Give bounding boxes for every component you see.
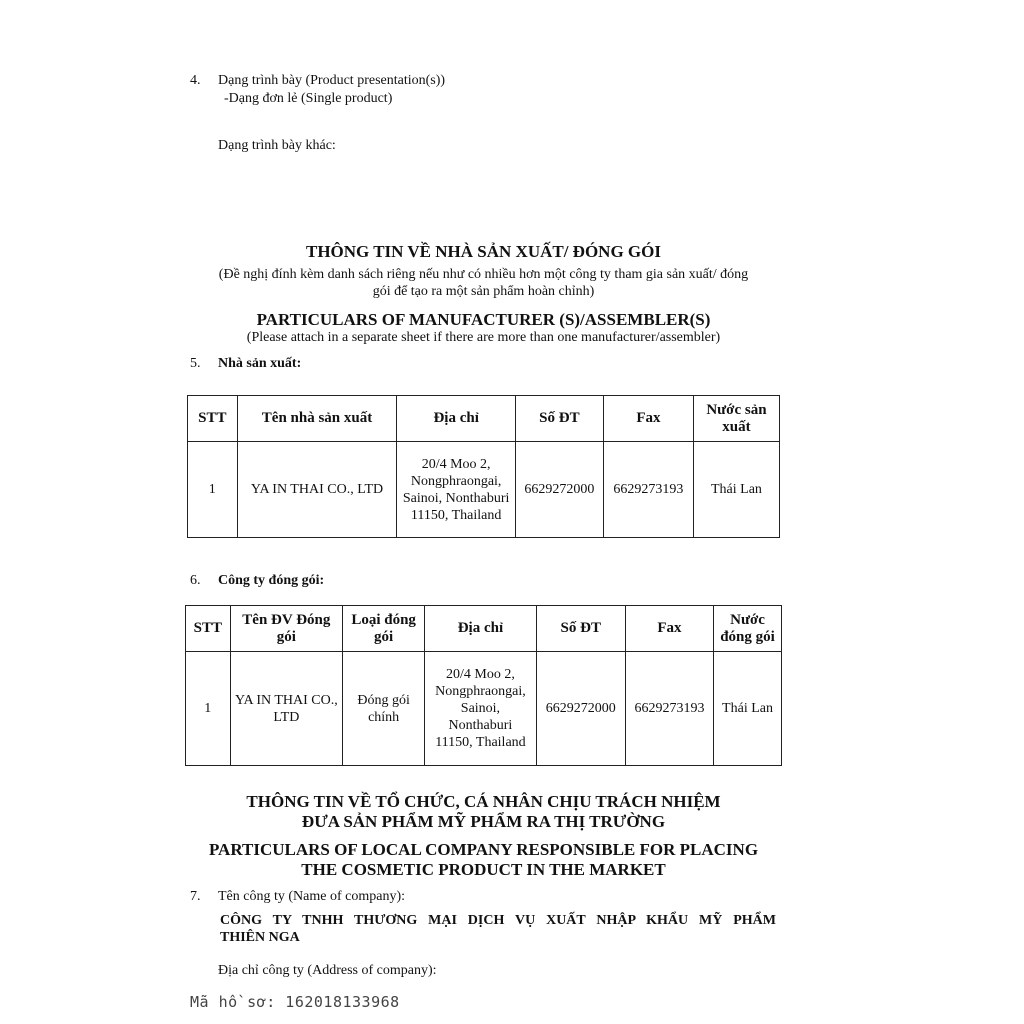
local-title-vi-2: ĐƯA SẢN PHẨM MỸ PHẨM RA THỊ TRƯỜNG <box>301 812 666 831</box>
section5-title: Nhà sản xuất: <box>218 356 302 371</box>
section4-number: 4. <box>190 73 201 88</box>
cell-phone: 6629272000 <box>536 652 625 766</box>
col-packager-name: Tên ĐV Đóng gói <box>230 606 343 652</box>
col-stt: STT <box>186 606 231 652</box>
local-title-vi-1: THÔNG TIN VỀ TỔ CHỨC, CÁ NHÂN CHỊU TRÁCH NHIỆM <box>246 792 721 811</box>
section5-number: 5. <box>190 356 201 371</box>
manufacturer-title-en: PARTICULARS OF MANUFACTURER (S)/ASSEMBLER(S) <box>256 310 711 329</box>
table-row <box>188 442 780 538</box>
col-phone: Số ĐT <box>515 396 603 442</box>
table-row <box>186 652 782 766</box>
col-address: Địa chỉ <box>397 396 515 442</box>
col-country: Nước sản xuất <box>693 396 779 442</box>
section7-address-label: Địa chỉ công ty (Address of company): <box>218 963 437 978</box>
col-fax: Fax <box>603 396 693 442</box>
section6-number: 6. <box>190 573 201 588</box>
section7-number: 7. <box>190 889 201 904</box>
manufacturer-note-vi-1: (Đề nghị đính kèm danh sách riêng nếu như có nhiều hơn một công ty tham gia sản xuất/ đóng <box>218 267 749 282</box>
local-title-en-1: PARTICULARS OF LOCAL COMPANY RESPONSIBLE FOR PLACING <box>208 840 759 859</box>
table-header-row <box>186 606 782 652</box>
manufacturer-note-vi-2: gói để tạo ra một sản phẩm hoàn chỉnh) <box>372 284 595 299</box>
manufacturer-table <box>187 395 780 538</box>
cell-stt: 1 <box>188 442 238 538</box>
cell-stt: 1 <box>186 652 231 766</box>
col-address: Địa chỉ <box>425 606 536 652</box>
col-manufacturer-name: Tên nhà sản xuất <box>237 396 397 442</box>
cell-manufacturer-name: YA IN THAI CO., LTD <box>237 442 397 538</box>
cell-country: Thái Lan <box>693 442 779 538</box>
section7-company-name-2: THIÊN NGA <box>220 930 300 945</box>
cell-country: Thái Lan <box>714 652 782 766</box>
cell-address: 20/4 Moo 2, Nongphraongai, Sainoi, Nonthaburi 11150, Thailand <box>397 442 515 538</box>
cell-fax: 6629273193 <box>625 652 713 766</box>
section4-single-product: -Dạng đơn lẻ (Single product) <box>224 91 393 106</box>
manufacturer-note-en: (Please attach in a separate sheet if there are more than one manufacturer/assembler) <box>246 330 721 345</box>
col-stt: STT <box>188 396 238 442</box>
col-country: Nước đóng gói <box>714 606 782 652</box>
cell-phone: 6629272000 <box>515 442 603 538</box>
table-header-row <box>188 396 780 442</box>
cell-packager-name: YA IN THAI CO., LTD <box>230 652 343 766</box>
file-code: Mã hồ sơ: 162018133968 <box>190 993 400 1011</box>
col-phone: Số ĐT <box>536 606 625 652</box>
col-packaging-type: Loại đóng gói <box>343 606 425 652</box>
col-fax: Fax <box>625 606 713 652</box>
section4-title: Dạng trình bày (Product presentation(s)) <box>218 73 446 88</box>
section4-other-presentation: Dạng trình bày khác: <box>218 138 336 153</box>
local-title-en-2: THE COSMETIC PRODUCT IN THE MARKET <box>301 860 666 879</box>
section6-title: Công ty đóng gói: <box>218 573 325 588</box>
cell-packaging-type: Đóng gói chính <box>343 652 425 766</box>
packager-table <box>185 605 782 766</box>
manufacturer-title-vi: THÔNG TIN VỀ NHÀ SẢN XUẤT/ ĐÓNG GÓI <box>305 242 661 261</box>
cell-fax: 6629273193 <box>603 442 693 538</box>
cell-address: 20/4 Moo 2, Nongphraongai, Sainoi, Nonthaburi 11150, Thailand <box>425 652 536 766</box>
section7-company-name-1: CÔNG TY TNHH THƯƠNG MẠI DỊCH VỤ XUẤT NHẬP KHẨU MỸ PHẨM <box>220 913 776 928</box>
section7-company-label: Tên công ty (Name of company): <box>218 889 405 904</box>
